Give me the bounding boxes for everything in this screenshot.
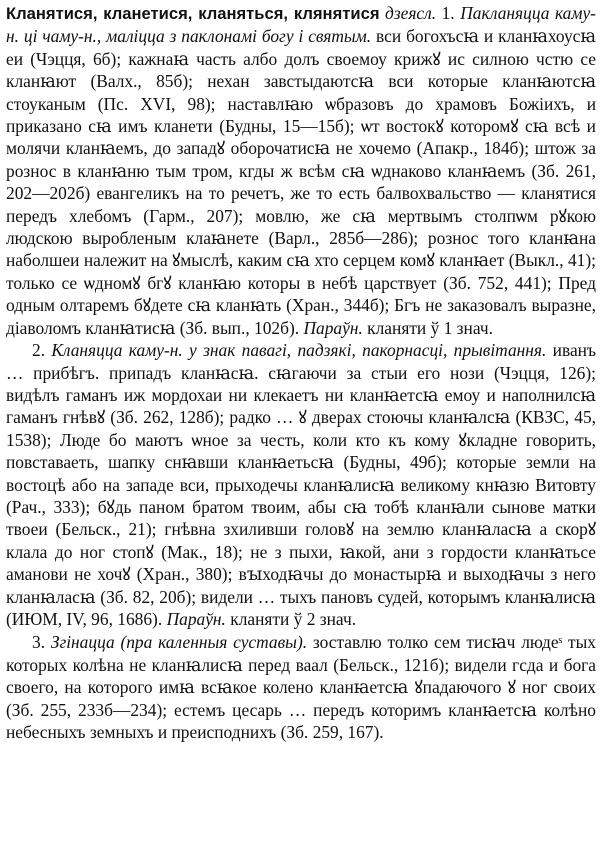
sense-block — [6, 631, 596, 743]
sense-citations: вси богохъсꙗ и кланꙗхоусꙗ еи (Чэцця, 6б); кажнаꙗ часть албо долъ своемоу крижꙋ ис силною чстю се кланꙗют (Валх., 85б); нехан завстыдаютсꙗ вси которые кланꙗютсꙗ стоуканым (Пс. XVI, 98); наставлꙗю ѡбразовъ до храмовъ Божіихъ, и приказано сꙗ имъ кланети (Будны, 15—15б); ѡт востокꙋ которомꙋ сꙗ всѣ и молячи кланꙗемъ, до западꙋ оборочатисꙗ не хочемо (Апакр., 184б); штож за рознос в кланꙗню тым тром, кгды ж всѣм сꙗ ѡднаково кланꙗемъ (Зб. 261, 202—202б) евангеликъ на то речетъ, же то есть балвохвальство — кланятися передъ хлебомъ (Гарм., 207); мовлю, же сꙗ мертвымъ столпѡм рꙋкою людскою выробленым клаꙗнете (Варл., 285б—286); рознос того кланꙗна наболшеи належит на ꙋмыслѣ, каким сꙗ хто серцем комꙋ кланꙗет (Выкл., 41); только се ѡдномꙋ бгꙋ кланꙗю которы в небѣ царствует (Зб. 752, 441); Пред одным олтаремъ бꙋдете сꙗ кланꙗть (Хран., 344б); Бгъ не заказовалъ выразне, діаволомъ кланꙗтисꙗ (Зб. вып., 102б). — [6, 26, 596, 338]
sense-definition: Пакланяцца каму-н. ці чаму-н., маліцца з паклонамі богу і святым. — [6, 3, 596, 47]
sense-number: 1. — [441, 3, 455, 23]
sense-number: 2. — [32, 340, 46, 361]
cross-reference-label: Параўн. — [303, 317, 363, 338]
headword: Кланятися, кланетися, кланяться, клянятися — [6, 4, 380, 23]
sense-block — [6, 339, 596, 630]
part-of-speech: дзеясл. — [385, 3, 437, 23]
sense-definition: Згінацца (пра каленныя суставы). — [50, 632, 308, 653]
cross-reference-text: кланяти ў 1 знач. — [367, 317, 493, 338]
sense-citations: иванъ … прибѣгъ. припадъ кланꙗсꙗ. сꙗгаючи за стыи его нози (Чэцця, 126); видѣлъ гаманъ иж мордохаи ни клекаетъ ни кланꙗетсꙗ емоу и наполнилсꙗ гаманъ гнѣвꙋ (Зб. 262, 128б); радко … ꙋ дверах стоючы кланꙗлсꙗ (КВЗС, 45, 1538); Люде бо маютъ ѡное за честь, коли кто къ кому ꙋкладне говорить, повставаеть, шапку снꙗвши кланꙗетьсꙗ (Будны, 49б); которые земли на востоцѣ або на западе вси, прыходечы кланꙗлисꙗ великому кнꙗзю Витовту (Рач., 333); бꙋдь паном братом твоим, абы сꙗ тобѣ кланꙗли сынове матки твоеи (Бельск., 21); гнѣвна зхиливши головꙋ на землю кланꙗласꙗ а скорꙋ клала до ног стопꙋ (Мак., 18); не з пыхи, ꙗкой, ани з гордости кланꙗтьсе аманови не хочꙋ (Хран., 380); вꙑходꙗчы до монастырꙗ и выходꙗчы з него кланꙗласꙗ (Зб. 82, 20б); видели … тыхъ пановъ судей, которымъ кланꙗлисꙗ (ИЮМ, IV, 96, 1686). — [6, 340, 596, 629]
dictionary-entry — [6, 2, 596, 339]
cross-reference-label: Параўн. — [166, 608, 226, 629]
sense-number: 3. — [32, 632, 46, 653]
cross-reference-text: кланяти ў 2 знач. — [230, 608, 357, 629]
sense-definition: Кланяцца каму-н. у знак павагі, падзякі, пакорнасці, прывітання. — [51, 340, 547, 361]
sense-citations: зоставлю толко сем тисꙗч людеˢ тых которых колѣна не кланꙗлисꙗ перед ваал (Бельск., 121б); видели гсда и бога своего, на которого имꙗ всꙗкое колено кланꙗетсꙗ ꙋпадаючого ꙋ ног своих (Зб. 255, 233б—234); естемъ цесарь … передъ которимъ кланꙗетсꙗ колѣно небесныхъ земныхъ и преисподнихъ (Зб. 259, 167). — [6, 632, 596, 742]
dictionary-page — [6, 2, 596, 743]
